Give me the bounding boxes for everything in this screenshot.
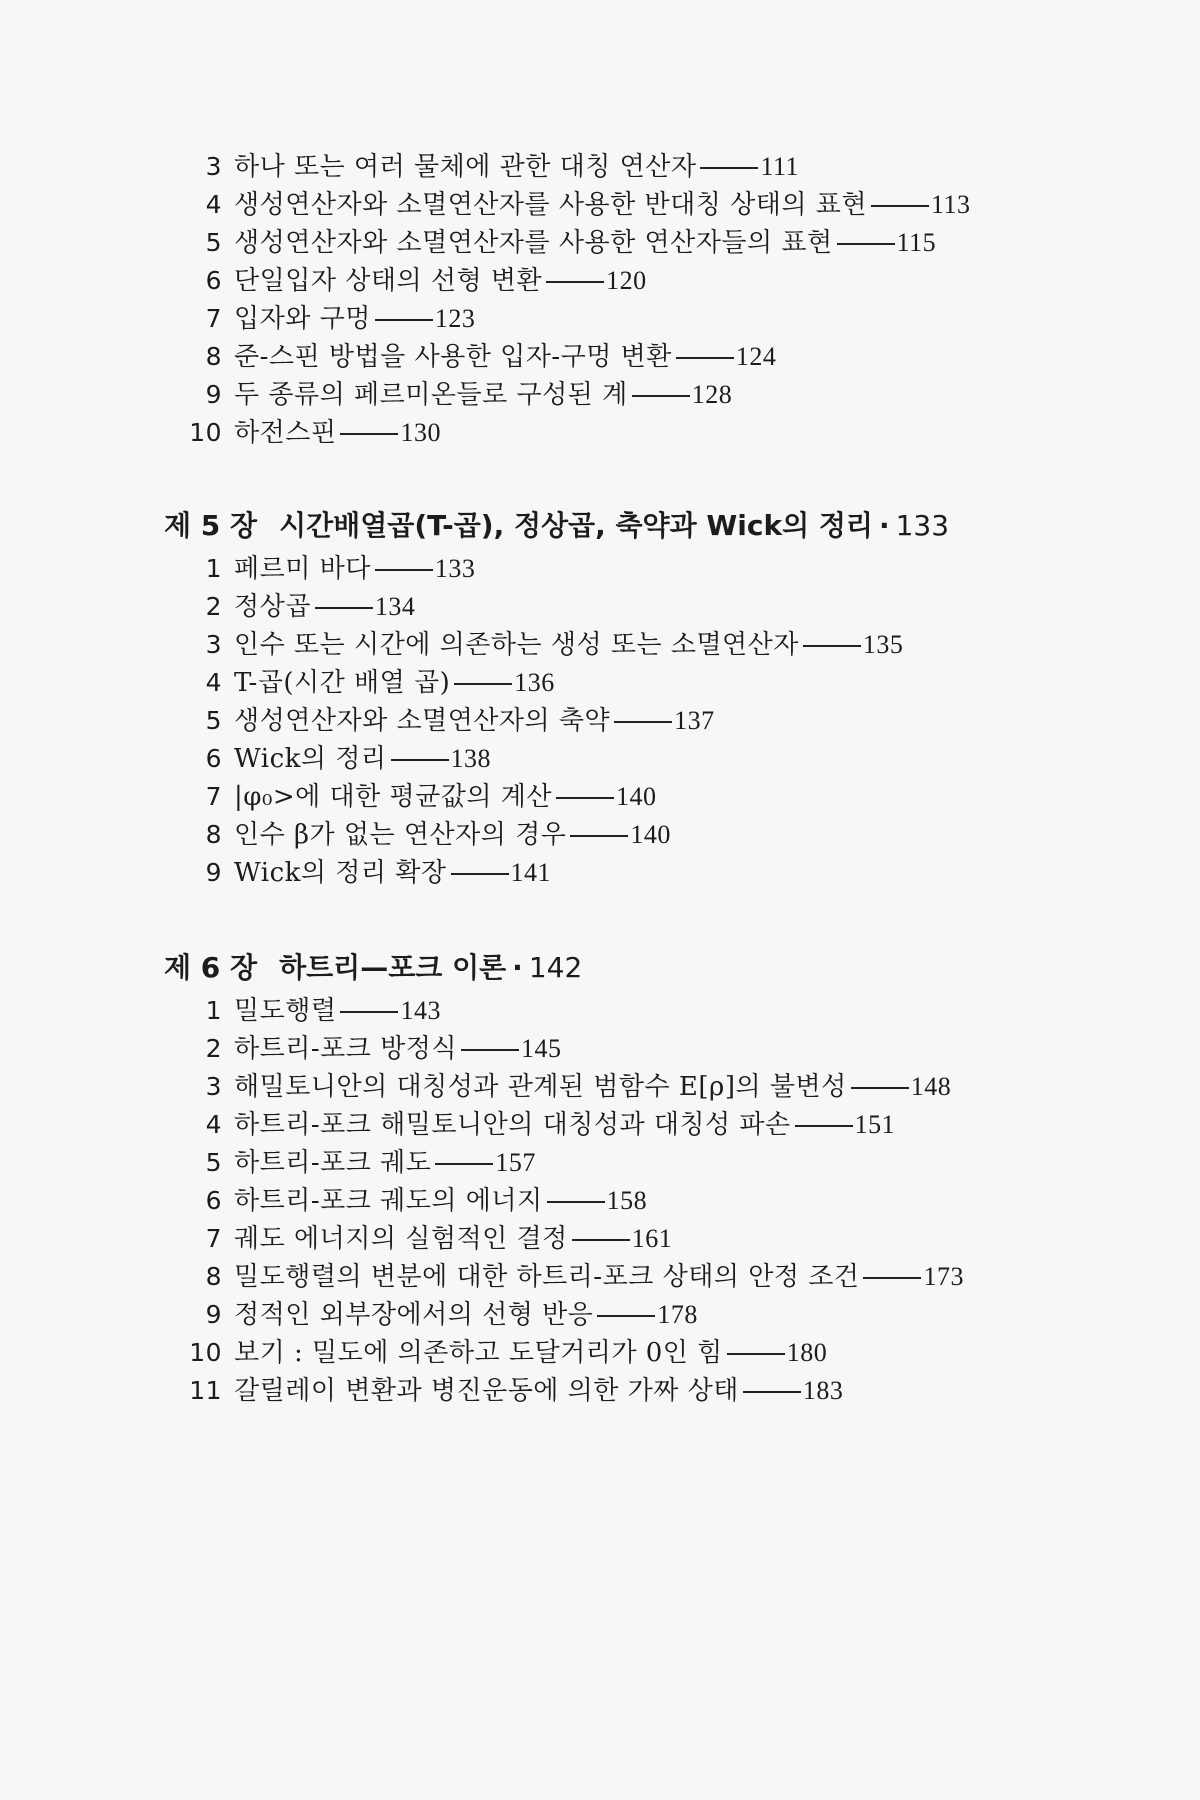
- entry-title: 하전스핀: [234, 418, 337, 448]
- entry-page: 113: [931, 190, 971, 219]
- entry-title: 두 종류의 페르미온들로 구성된 계: [234, 380, 628, 410]
- leader-dash: [597, 1315, 655, 1317]
- entry-number: 9: [205, 380, 222, 409]
- toc-entry: [180, 1222, 672, 1256]
- entry-title: 단일입자 상태의 선형 변환: [234, 266, 543, 296]
- leader-dash: [727, 1353, 785, 1355]
- entry-number: 6: [205, 744, 222, 773]
- bullet-dot: ·: [878, 509, 890, 542]
- leader-dash: [391, 759, 449, 761]
- toc-entry: [180, 1108, 895, 1142]
- entry-title: 하트리-포크 해밀토니안의 대칭성과 대칭성 파손: [234, 1110, 791, 1140]
- leader-dash: [614, 721, 672, 723]
- entry-number: 7: [205, 782, 222, 811]
- leader-dash: [454, 683, 512, 685]
- leader-dash: [556, 797, 614, 799]
- entry-number: 4: [205, 1110, 222, 1139]
- leader-dash: [795, 1125, 853, 1127]
- entry-title: 정상곱: [234, 592, 311, 622]
- entry-number: 9: [205, 1300, 222, 1329]
- entry-page: 124: [735, 342, 777, 371]
- entry-page: 157: [495, 1148, 536, 1177]
- entry-title: 하트리-포크 궤도: [234, 1148, 432, 1178]
- toc-entry: [180, 666, 555, 700]
- chapter-title: 하트리—포크 이론: [279, 951, 507, 984]
- toc-entry: [180, 378, 732, 412]
- entry-page: 123: [434, 304, 476, 333]
- entry-title: 입자와 구멍: [234, 304, 371, 334]
- toc-entry: [180, 1184, 647, 1218]
- toc-entry: [180, 994, 441, 1028]
- chapter-title: 시간배열곱(T-곱), 정상곱, 축약과 Wick의 정리: [279, 509, 873, 542]
- entry-title: Wick의 정리: [234, 744, 387, 774]
- toc-entry: [180, 264, 647, 298]
- entry-page: 137: [674, 706, 715, 735]
- entry-title: 궤도 에너지의 실험적인 결정: [234, 1224, 568, 1254]
- toc-entry: [180, 1070, 951, 1104]
- entry-number: 5: [205, 706, 222, 735]
- entry-number: 8: [205, 342, 222, 371]
- leader-dash: [570, 835, 628, 837]
- entry-page: 120: [606, 266, 647, 295]
- leader-dash: [863, 1277, 921, 1279]
- entry-page: 138: [450, 744, 492, 773]
- entry-number: 8: [205, 820, 222, 849]
- entry-number: 7: [205, 304, 222, 333]
- entry-page: 158: [606, 1186, 648, 1215]
- entry-title: 보기 : 밀도에 의존하고 도달거리가 0인 힘: [234, 1338, 723, 1368]
- entry-page: 141: [510, 858, 552, 887]
- bullet-dot: ·: [512, 951, 523, 984]
- entry-title: 생성연산자와 소멸연산자의 축약: [234, 706, 611, 736]
- entry-title: 하나 또는 여러 물체에 관한 대칭 연산자: [234, 152, 697, 182]
- entry-number: 5: [205, 1148, 222, 1177]
- entry-page: 148: [910, 1072, 952, 1101]
- leader-dash: [632, 395, 690, 397]
- toc-entry: [180, 742, 491, 776]
- entry-title: 페르미 바다: [234, 554, 371, 584]
- chapter-label: 제 6 장: [164, 951, 258, 984]
- entry-page: 133: [434, 554, 476, 583]
- entry-title: T-곱(시간 배열 곱): [234, 668, 451, 698]
- entry-page: 173: [923, 1262, 964, 1291]
- toc-entry: [180, 188, 971, 222]
- entry-page: 111: [760, 152, 800, 181]
- toc-entry: [180, 590, 415, 624]
- entry-page: 180: [786, 1338, 828, 1367]
- entry-number: 8: [205, 1262, 222, 1291]
- leader-dash: [871, 205, 929, 207]
- toc-entry: [180, 552, 475, 586]
- entry-page: 140: [616, 782, 657, 811]
- entry-number: 3: [205, 630, 222, 659]
- entry-title: Wick의 정리 확장: [234, 858, 447, 888]
- entry-number: 7: [205, 1224, 222, 1253]
- entry-page: 161: [631, 1224, 673, 1253]
- entry-page: 145: [520, 1034, 562, 1063]
- entry-title: 밀도행렬: [234, 996, 337, 1026]
- entry-title: |φ₀>에 대한 평균값의 계산: [234, 782, 553, 812]
- entry-page: 151: [854, 1110, 896, 1139]
- entry-number: 6: [205, 266, 222, 295]
- toc-entry: [180, 856, 551, 890]
- entry-title: 해밀토니안의 대칭성과 관계된 범함수 E[ρ]의 불변성: [234, 1072, 847, 1102]
- entry-page: 140: [630, 820, 671, 849]
- leader-dash: [851, 1087, 909, 1089]
- leader-dash: [572, 1239, 630, 1241]
- leader-dash: [340, 433, 398, 435]
- leader-dash: [547, 1201, 605, 1203]
- toc-entry: [180, 1032, 561, 1066]
- leader-dash: [315, 607, 373, 609]
- toc-entry: [180, 340, 776, 374]
- entry-number: 2: [205, 592, 222, 621]
- entry-number: 1: [205, 996, 222, 1025]
- leader-dash: [700, 167, 758, 169]
- entry-number: 11: [189, 1376, 222, 1405]
- leader-dash: [375, 319, 433, 321]
- leader-dash: [803, 645, 861, 647]
- toc-entry: [180, 1260, 964, 1294]
- entry-title: 정적인 외부장에서의 선형 반응: [234, 1300, 594, 1330]
- entry-number: 3: [205, 1072, 222, 1101]
- leader-dash: [340, 1011, 398, 1013]
- toc-entry: [180, 818, 671, 852]
- leader-dash: [461, 1049, 519, 1051]
- toc-entry: [180, 704, 715, 738]
- entry-number: 4: [205, 190, 222, 219]
- toc-entry: [180, 150, 799, 184]
- toc-entry: [180, 1298, 698, 1332]
- entry-page: 143: [400, 996, 441, 1025]
- entry-page: 136: [514, 668, 555, 697]
- chapter-page: 142: [528, 951, 583, 984]
- entry-title: 갈릴레이 변환과 병진운동에 의한 가짜 상태: [234, 1376, 739, 1406]
- chapter-heading-6: [164, 950, 582, 986]
- entry-title: 생성연산자와 소멸연산자를 사용한 반대칭 상태의 표현: [234, 190, 867, 220]
- leader-dash: [375, 569, 433, 571]
- entry-number: 5: [205, 228, 222, 257]
- leader-dash: [676, 357, 734, 359]
- entry-title: 인수 또는 시간에 의존하는 생성 또는 소멸연산자: [234, 630, 799, 660]
- entry-title: 하트리-포크 궤도의 에너지: [234, 1186, 543, 1216]
- entry-page: 135: [862, 630, 904, 659]
- entry-number: 6: [205, 1186, 222, 1215]
- chapter-label: 제 5 장: [164, 509, 258, 542]
- leader-dash: [546, 281, 604, 283]
- chapter-page: 133: [895, 509, 950, 542]
- entry-number: 9: [205, 858, 222, 887]
- leader-dash: [837, 243, 895, 245]
- entry-title: 준-스핀 방법을 사용한 입자-구멍 변환: [234, 342, 672, 372]
- entry-title: 생성연산자와 소멸연산자를 사용한 연산자들의 표현: [234, 228, 833, 258]
- entry-number: 10: [189, 1338, 222, 1367]
- toc-entry: [180, 302, 475, 336]
- entry-page: 115: [896, 228, 937, 257]
- entry-number: 10: [189, 418, 222, 447]
- toc-entry: [180, 1146, 536, 1180]
- toc-entry: [180, 1336, 827, 1370]
- entry-page: 178: [657, 1300, 698, 1329]
- toc-entry: [180, 780, 657, 814]
- chapter-heading-5: [164, 508, 949, 544]
- toc-entry: [180, 416, 441, 450]
- toc-entry: [180, 226, 936, 260]
- toc-entry: [180, 1374, 843, 1408]
- entry-number: 4: [205, 668, 222, 697]
- toc-entry: [180, 628, 903, 662]
- entry-page: 183: [802, 1376, 844, 1405]
- leader-dash: [743, 1391, 801, 1393]
- leader-dash: [451, 873, 509, 875]
- entry-title: 인수 β가 없는 연산자의 경우: [234, 820, 567, 850]
- entry-page: 134: [374, 592, 416, 621]
- entry-number: 1: [205, 554, 222, 583]
- entry-number: 2: [205, 1034, 222, 1063]
- leader-dash: [435, 1163, 493, 1165]
- entry-title: 하트리-포크 방정식: [234, 1034, 457, 1064]
- entry-title: 밀도행렬의 변분에 대한 하트리-포크 상태의 안정 조건: [234, 1262, 860, 1292]
- entry-number: 3: [205, 152, 222, 181]
- entry-page: 128: [691, 380, 733, 409]
- entry-page: 130: [400, 418, 441, 447]
